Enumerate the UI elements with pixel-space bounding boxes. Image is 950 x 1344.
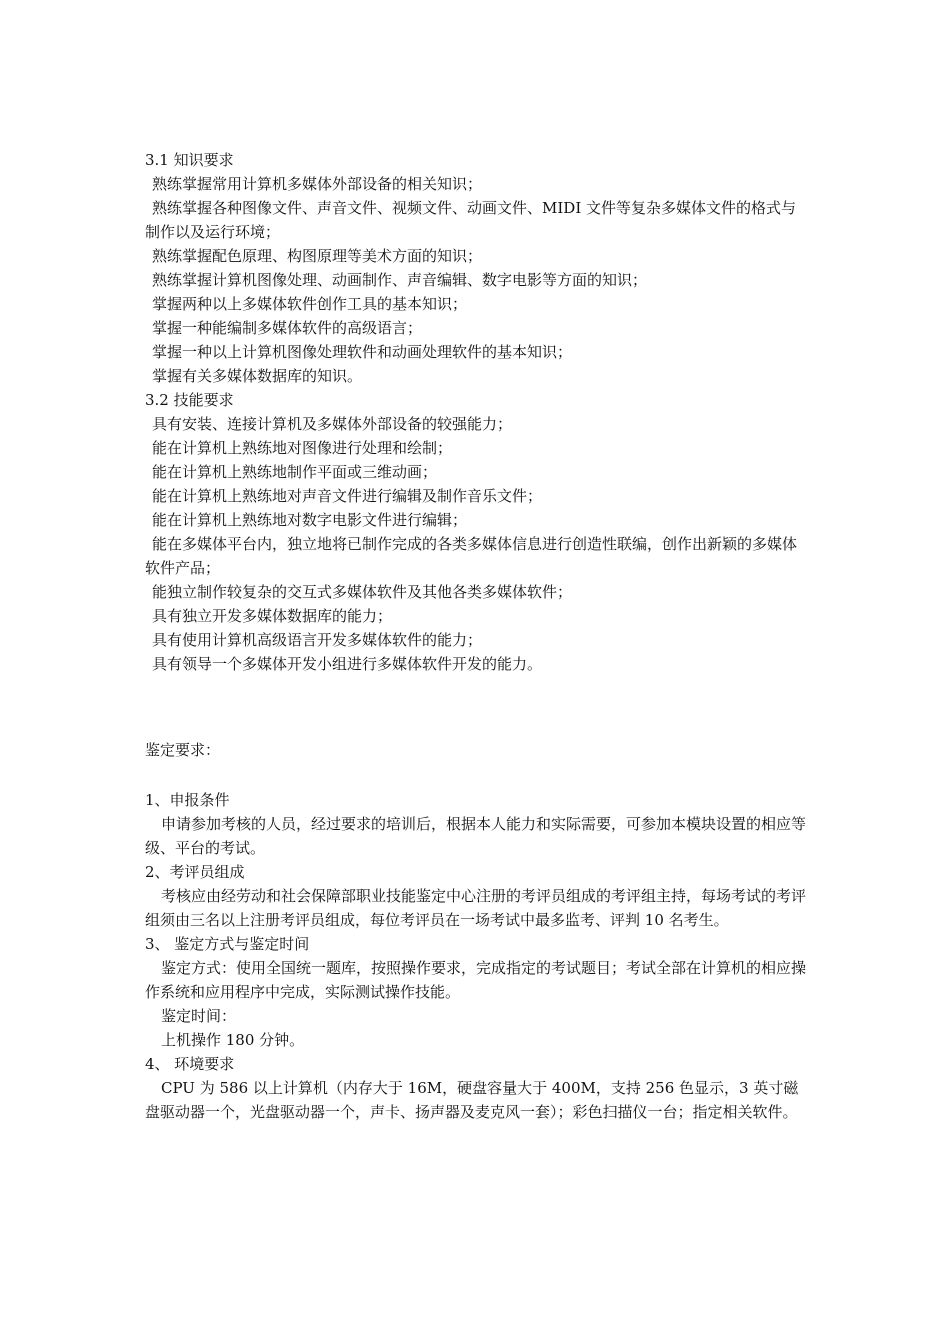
skills-heading: 3.2 技能要求 — [145, 391, 234, 409]
section-time-value: 上机操作 180 分钟。 — [161, 1031, 305, 1049]
appraisal-title: 鉴定要求： — [145, 741, 221, 759]
skills-item: 具有使用计算机高级语言开发多媒体软件的能力； — [152, 631, 483, 649]
section-heading-environment: 4、 环境要求 — [145, 1055, 235, 1073]
section-body-examiners: 考核应由经劳动和社会保障部职业技能鉴定中心注册的考评员组成的考评组主持，每场考试的考评组须由三名以上注册考评员组成，每位考评员在一场考试中最多监考、评判 10 名考生。 — [145, 887, 807, 929]
spacer — [145, 762, 807, 788]
section-time-label: 鉴定时间： — [161, 1007, 237, 1025]
knowledge-item: 熟练掌握配色原理、构图原理等美术方面的知识； — [152, 247, 483, 265]
section-heading-application: 1、申报条件 — [145, 791, 230, 809]
section-heading-examiners: 2、考评员组成 — [145, 863, 245, 881]
skills-item: 具有独立开发多媒体数据库的能力； — [152, 607, 393, 625]
skills-item: 能在计算机上熟练地对图像进行处理和绘制； — [152, 439, 453, 457]
knowledge-item: 掌握两种以上多媒体软件创作工具的基本知识； — [152, 295, 468, 313]
skills-item: 能在计算机上熟练地对声音文件进行编辑及制作音乐文件； — [152, 487, 543, 505]
skills-item: 能在计算机上熟练地对数字电影文件进行编辑； — [152, 511, 468, 529]
section-body-method: 鉴定方式：使用全国统一题库，按照操作要求，完成指定的考试题目；考试全部在计算机的相应操作系统和应用程序中完成，实际测试操作技能。 — [145, 959, 807, 1001]
knowledge-item: 掌握一种以上计算机图像处理软件和动画处理软件的基本知识； — [152, 343, 573, 361]
knowledge-item: 熟练掌握计算机图像处理、动画制作、声音编辑、数字电影等方面的知识； — [152, 271, 648, 289]
skills-item: 具有安装、连接计算机及多媒体外部设备的较强能力； — [152, 415, 513, 433]
knowledge-item: 掌握一种能编制多媒体软件的高级语言； — [152, 319, 423, 337]
document-page — [145, 148, 807, 1124]
spacer — [145, 676, 807, 738]
section-body-application: 申请参加考核的人员，经过要求的培训后，根据本人能力和实际需要，可参加本模块设置的相应等级、平台的考试。 — [145, 815, 807, 857]
skills-item: 能独立制作较复杂的交互式多媒体软件及其他各类多媒体软件； — [152, 583, 573, 601]
section-body-environment: CPU 为 586 以上计算机（内存大于 16M，硬盘容量大于 400M，支持 256 色显示，3 英寸磁盘驱动器一个，光盘驱动器一个，声卡、扬声器及麦克风一套）；彩色扫描仪一台；指定相关软件。 — [145, 1079, 799, 1121]
knowledge-item: 熟练掌握常用计算机多媒体外部设备的相关知识； — [152, 175, 483, 193]
skills-item: 能在计算机上熟练地制作平面或三维动画； — [152, 463, 438, 481]
knowledge-item: 掌握有关多媒体数据库的知识。 — [152, 367, 363, 385]
skills-item: 具有领导一个多媒体开发小组进行多媒体软件开发的能力。 — [152, 655, 543, 673]
skills-item: 能在多媒体平台内，独立地将已制作完成的各类多媒体信息进行创造性联编，创作出新颖的多媒体软件产品； — [145, 535, 798, 577]
knowledge-item: 熟练掌握各种图像文件、声音文件、视频文件、动画文件、MIDI 文件等复杂多媒体文件的格式与制作以及运行环境； — [145, 199, 797, 241]
section-heading-method-time: 3、 鉴定方式与鉴定时间 — [145, 935, 310, 953]
knowledge-heading: 3.1 知识要求 — [145, 151, 234, 169]
